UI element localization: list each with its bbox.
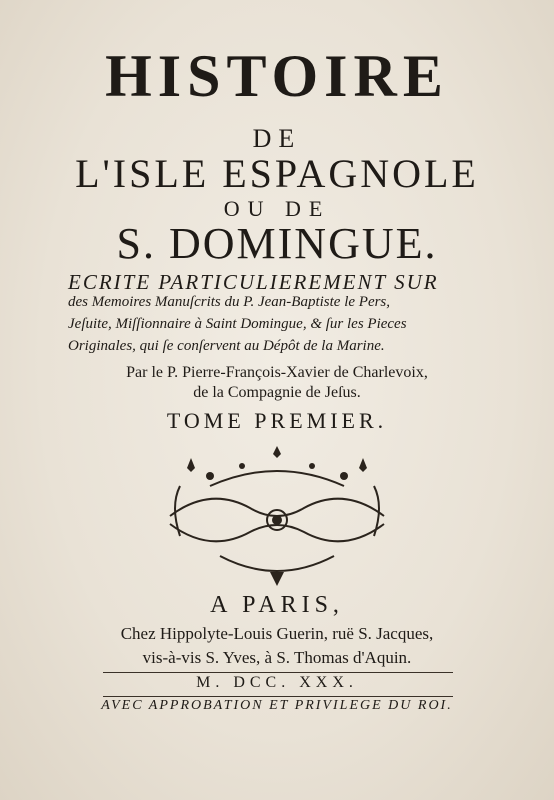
- imprint-printer-line-2: vis-à-vis S. Yves, à S. Thomas d'Aquin.: [142, 648, 412, 667]
- author-line-1: Par le P. Pierre-François-Xavier de Charlevoix,: [126, 364, 428, 381]
- subtitle-line-3: Originales, qui ſe conſervent au Dépôt de la Marine.: [68, 338, 385, 354]
- title-ou-de: OU DE: [223, 196, 331, 221]
- publication-date: M. DCC. XXX.: [196, 674, 358, 691]
- subtitle-line-1: des Memoires Manuſcrits du P. Jean-Baptiste le Pers,: [68, 294, 391, 310]
- subtitle-ecrite: ECRITE PARTICULIEREMENT SUR: [68, 270, 439, 294]
- author-line-2: de la Compagnie de Jeſus.: [193, 384, 361, 401]
- subtitle-line-2: Jeſuite, Miſſionnaire à Saint Domingue, & ſur les Pieces: [68, 316, 407, 332]
- imprint-printer-line-1: Chez Hippolyte-Louis Guerin, ruë S. Jacques,: [120, 624, 434, 643]
- bottom-rule: [103, 696, 453, 697]
- top-rule: [103, 672, 453, 673]
- title-domingue: S. DOMINGUE.: [116, 219, 438, 268]
- imprint-city: A PARIS,: [210, 592, 344, 618]
- privilege-line: AVEC APPROBATION ET PRIVILEGE DU ROI.: [101, 698, 453, 713]
- title-de: DE: [252, 124, 302, 153]
- main-title: HISTOIRE: [105, 43, 449, 109]
- volume-label: TOME PREMIER.: [166, 408, 388, 433]
- printer-ornament-icon: [150, 446, 404, 592]
- title-isle: L'ISLE ESPAGNOLE: [75, 151, 479, 196]
